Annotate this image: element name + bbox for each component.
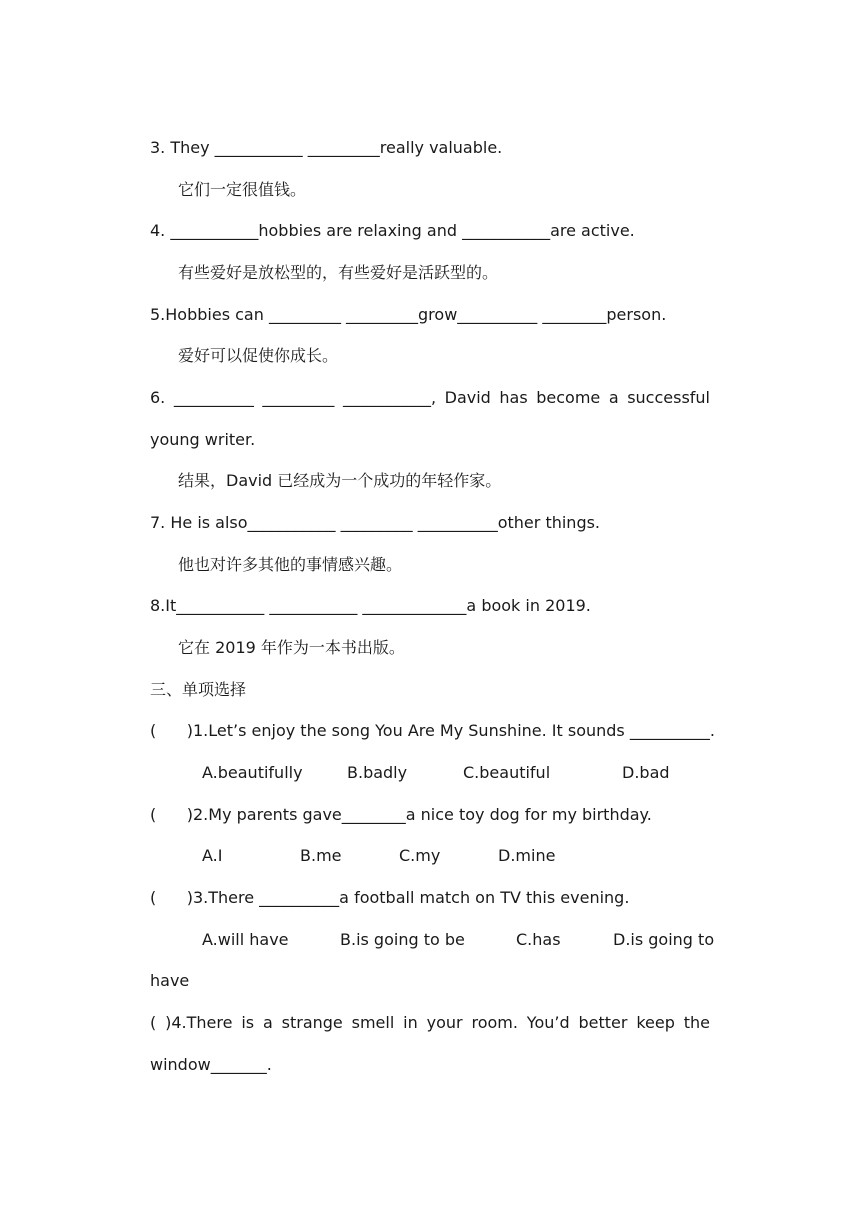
q6-english-line2: young writer. (150, 430, 256, 449)
q7-english: 7. He is also___________ _________ __________other things. (150, 513, 601, 532)
mc-question-1-stem: ( )1.Let’s enjoy the song You Are My Sunshine. It sounds __________. (150, 721, 715, 740)
mc-q3-option-a: A.will have (202, 930, 289, 949)
q8-english: 8.It___________ ___________ _____________a book in 2019. (150, 596, 591, 615)
mc-q3-option-c: C.has (516, 930, 561, 949)
q8-chinese: 它在 2019 年作为一本书出版。 (178, 638, 405, 657)
mc-q2-option-a: A.I (202, 846, 223, 865)
q7-chinese: 他也对许多其他的事情感兴趣。 (178, 555, 403, 574)
q3-english: 3. They ___________ _________really valuable. (150, 138, 503, 157)
mc-q2-option-b: B.me (300, 846, 342, 865)
q6-chinese: 结果，David 已经成为一个成功的年轻作家。 (178, 471, 502, 490)
mc-q2-option-d: D.mine (498, 846, 556, 865)
q6-english-line1: 6. __________ _________ ___________, David has become a successful (150, 388, 710, 407)
mc-q1-option-d: D.bad (622, 763, 670, 782)
q4-english: 4. ___________hobbies are relaxing and ___________are active. (150, 221, 635, 240)
mc-q1-option-b: B.badly (347, 763, 408, 782)
q3-chinese: 它们一定很值钱。 (178, 180, 307, 199)
q5-english: 5.Hobbies can _________ _________grow__________ ________person. (150, 305, 667, 324)
q4-chinese: 有些爱好是放松型的，有些爱好是活跃型的。 (178, 263, 499, 282)
mc-question-3-stem: ( )3.There __________a football match on TV this evening. (150, 888, 630, 907)
q5-chinese: 爱好可以促使你成长。 (178, 346, 339, 365)
mc-q3-option-d: D.is going to (613, 930, 715, 949)
mc-q3-option-b: B.is going to be (340, 930, 465, 949)
mc-q2-option-c: C.my (399, 846, 441, 865)
mc-q4-continuation: window_______. (150, 1055, 272, 1074)
mc-q1-option-a: A.beautifully (202, 763, 303, 782)
mc-q3-continuation: have (150, 971, 190, 990)
mc-question-2-stem: ( )2.My parents gave________a nice toy dog for my birthday. (150, 805, 652, 824)
section3-heading: 三、单项选择 (150, 680, 247, 699)
mc-q1-option-c: C.beautiful (463, 763, 551, 782)
mc-question-4-stem: ( )4.There is a strange smell in your room. You’d better keep the (150, 1013, 710, 1032)
